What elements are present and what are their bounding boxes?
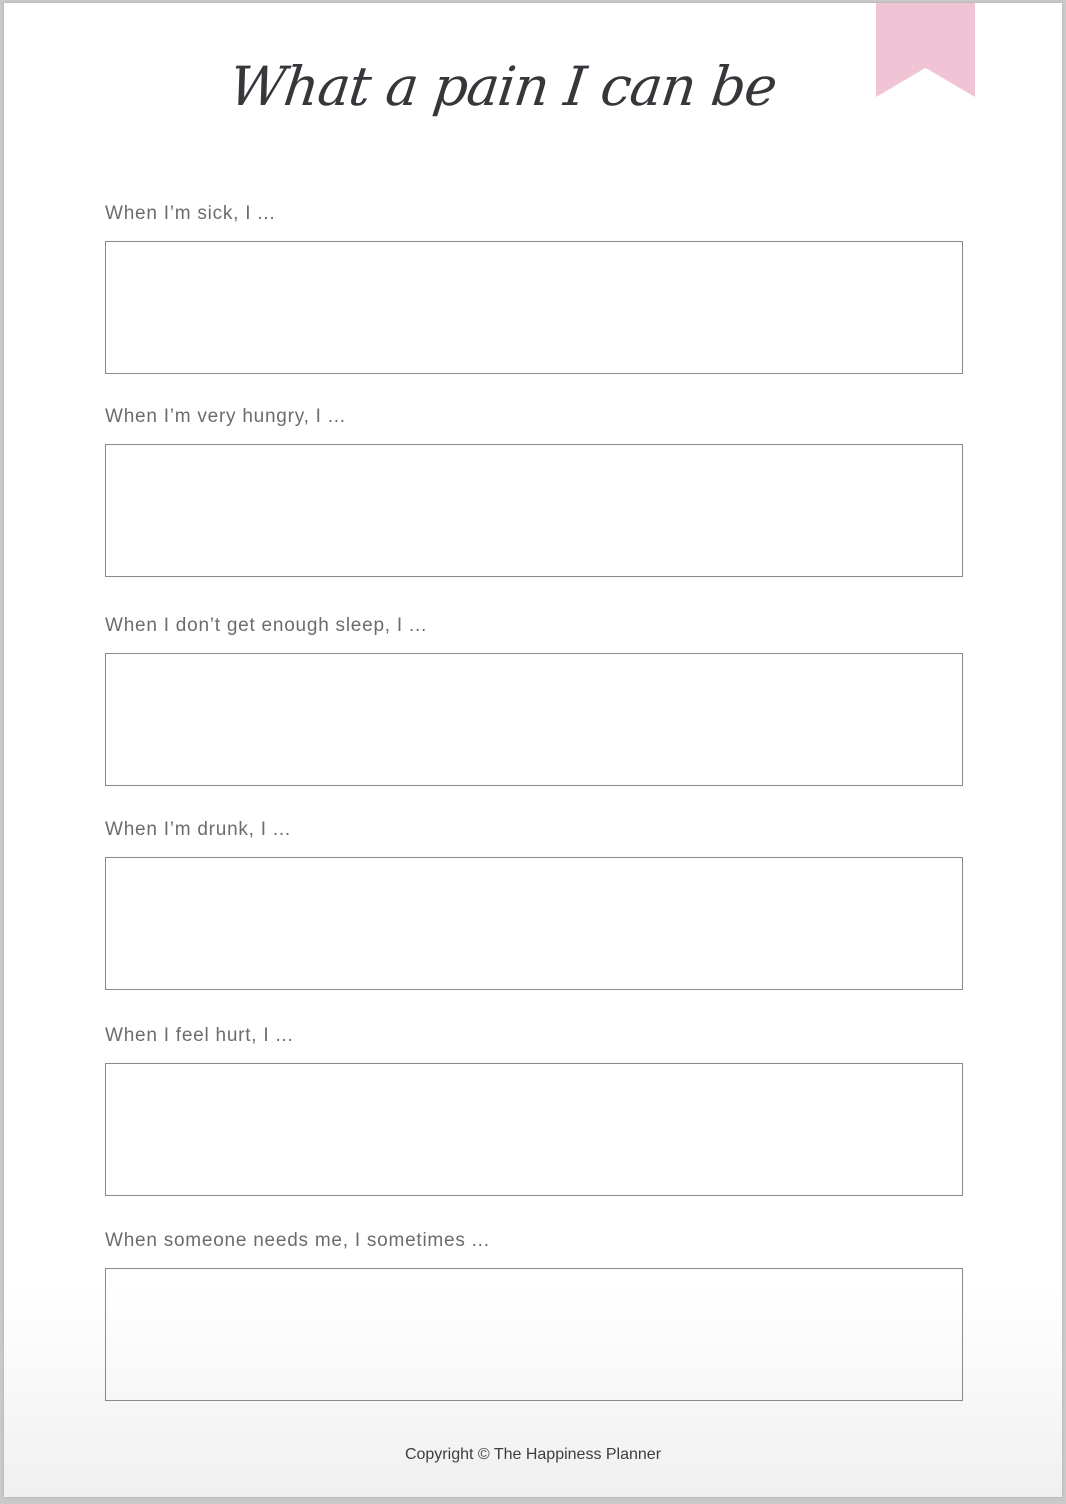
prompt-label: When I’m sick, I ... <box>105 203 276 224</box>
prompt-section-sleep <box>105 615 963 786</box>
prompt-label: When someone needs me, I sometimes ... <box>105 1230 490 1251</box>
prompt-label: When I’m very hungry, I ... <box>105 406 346 427</box>
answer-input-sick[interactable] <box>105 241 963 374</box>
answer-input-needed[interactable] <box>105 1268 963 1401</box>
prompt-section-hurt <box>105 1025 963 1196</box>
answer-input-hungry[interactable] <box>105 444 963 577</box>
answer-input-drunk[interactable] <box>105 857 963 990</box>
prompt-label: When I’m drunk, I ... <box>105 819 291 840</box>
answer-input-hurt[interactable] <box>105 1063 963 1196</box>
copyright-footer: Copyright © The Happiness Planner <box>404 1446 662 1463</box>
prompt-section-needed <box>105 1230 963 1401</box>
prompt-label: When I don’t get enough sleep, I ... <box>105 615 428 636</box>
prompt-section-drunk <box>105 819 963 990</box>
worksheet-page <box>4 3 1062 1497</box>
prompt-label: When I feel hurt, I ... <box>105 1025 294 1046</box>
answer-input-sleep[interactable] <box>105 653 963 786</box>
page-title: What a pain I can be <box>226 55 780 118</box>
prompt-section-hungry <box>105 406 963 577</box>
prompt-section-sick <box>105 203 963 374</box>
